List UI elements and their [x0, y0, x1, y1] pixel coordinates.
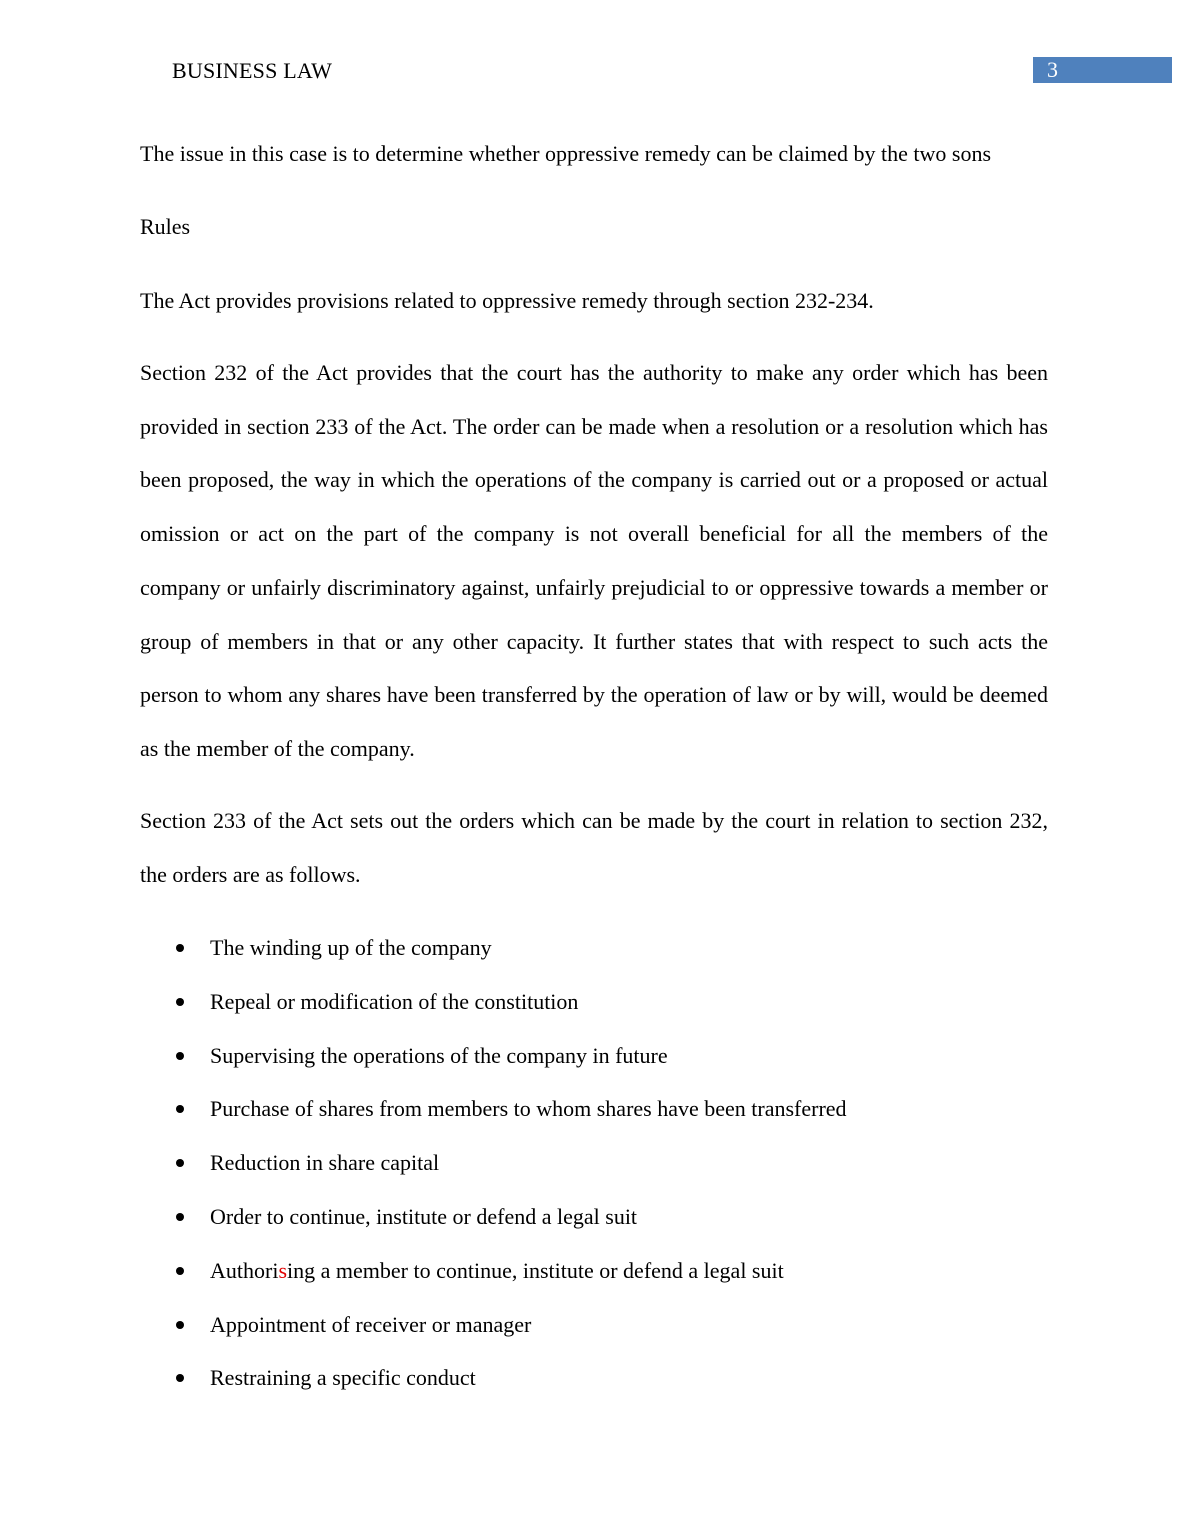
- list-item: [0, 1201, 1190, 1255]
- list-item: [0, 1040, 1190, 1094]
- spelling-highlight: s: [278, 1257, 288, 1283]
- bullet-icon: [176, 998, 184, 1006]
- rules-heading: Rules: [140, 214, 191, 239]
- list-item-text-start: Authori: [210, 1257, 279, 1283]
- list-item-text: [210, 1255, 784, 1287]
- list-item-text: Reduction in share capital: [210, 1150, 440, 1176]
- bullet-icon: [176, 944, 184, 952]
- section-232-paragraph: Section 232 of the Act provides that the court has the authority to make any order which has been provided in section 233 of the Act. The order can be made when a resolution or a resolution which has been proposed, the way in which the operations of the company is carried out or a proposed or actual omission or act on the part of the company is not overall beneficial for all the members of the company or unfairly discriminatory against, unfairly prejudicial to or oppressive towards a member or group of members in that or any other capacity. It further states that with respect to such acts the person to whom any shares have been transferred by the operation of law or by will, would be deemed as the member of the company.: [140, 360, 1048, 761]
- page-number: 3: [1047, 57, 1058, 82]
- section-233-paragraph: Section 233 of the Act sets out the orders which can be made by the court in relation to section 232, the orders are as follows.: [140, 808, 1048, 887]
- act-paragraph: The Act provides provisions related to oppressive remedy through section 232-234.: [140, 288, 874, 313]
- list-item: [0, 1309, 1190, 1363]
- list-item-text: The winding up of the company: [210, 935, 492, 960]
- list-item-text: Purchase of shares from members to whom shares have been transferred: [210, 1096, 847, 1122]
- orders-list: [0, 932, 1190, 1416]
- list-item: [0, 1093, 1190, 1147]
- header-title: BUSINESS LAW: [172, 58, 333, 83]
- bullet-icon: [176, 1374, 184, 1382]
- list-item-text: Supervising the operations of the company in future: [210, 1042, 668, 1068]
- list-item-text: Order to continue, institute or defend a legal suit: [210, 1203, 638, 1229]
- list-item-text: Appointment of receiver or manager: [210, 1311, 532, 1337]
- bullet-icon: [176, 1105, 184, 1113]
- list-item-text-end: ing a member to continue, institute or defend a legal suit: [287, 1257, 784, 1283]
- list-item-text: Restraining a specific conduct: [210, 1365, 476, 1391]
- bullet-icon: [176, 1321, 184, 1329]
- list-item: [0, 932, 1190, 986]
- page-number-box: [1033, 57, 1172, 83]
- bullet-icon: [176, 1213, 184, 1221]
- list-item: [0, 1362, 1190, 1416]
- list-item: [0, 1147, 1190, 1201]
- list-item-text: Repeal or modification of the constitution: [210, 988, 579, 1014]
- list-item: [0, 1255, 1190, 1309]
- bullet-icon: [176, 1159, 184, 1167]
- bullet-icon: [176, 1267, 184, 1275]
- bullet-icon: [176, 1052, 184, 1060]
- issue-paragraph: The issue in this case is to determine whether oppressive remedy can be claimed by the two sons: [140, 141, 992, 166]
- list-item: [0, 986, 1190, 1040]
